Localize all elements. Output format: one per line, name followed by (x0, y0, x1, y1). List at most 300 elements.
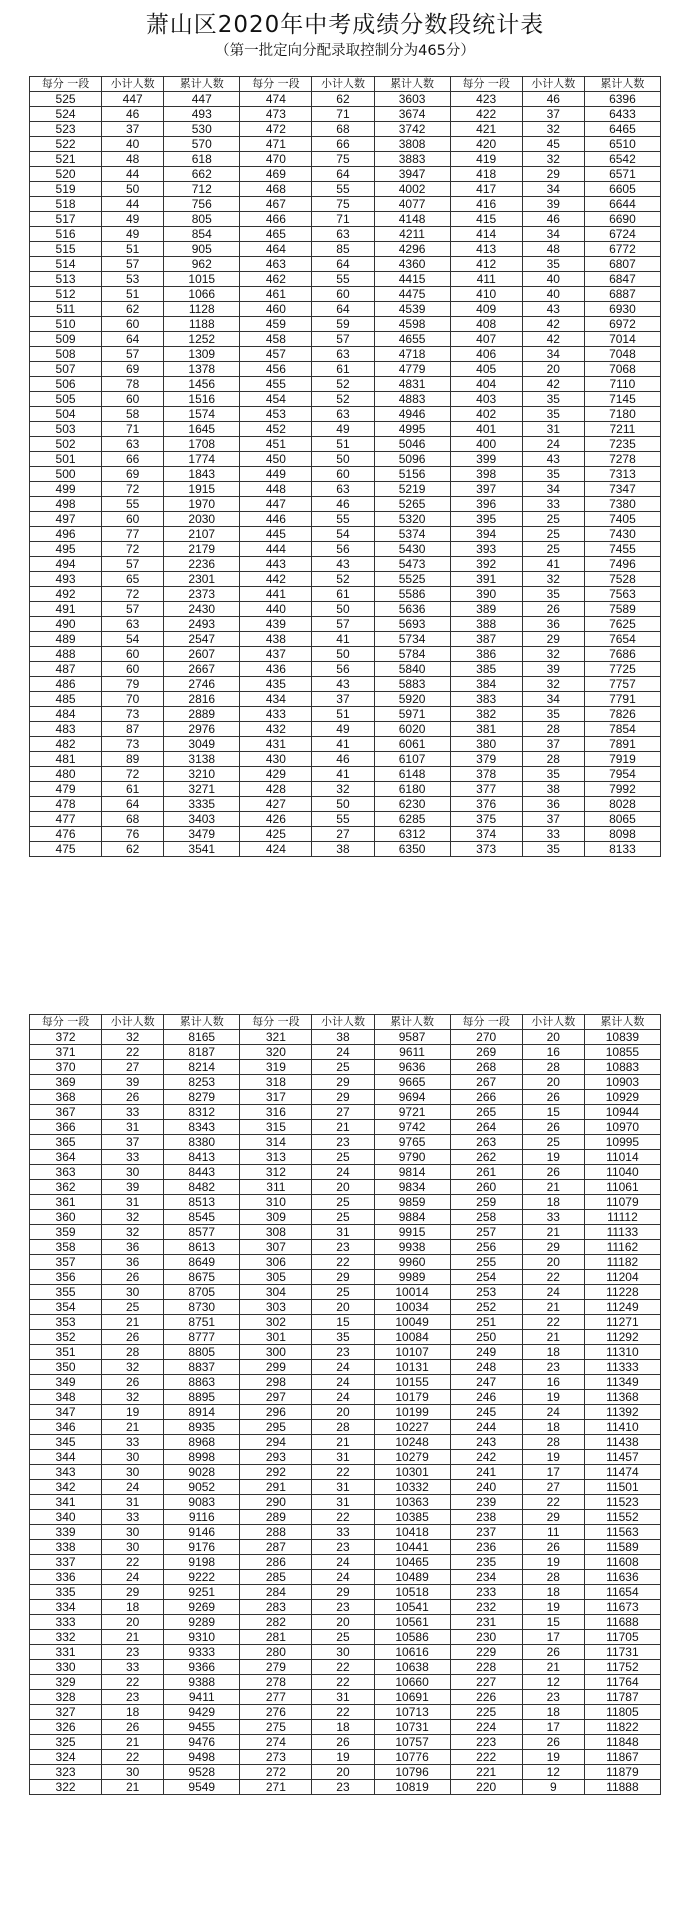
count-cell: 26 (102, 1270, 164, 1285)
score-cell: 436 (240, 662, 312, 677)
count-cell: 75 (312, 152, 374, 167)
score-cell: 292 (240, 1465, 312, 1480)
count-cell: 43 (522, 302, 584, 317)
score-cell: 364 (30, 1150, 102, 1165)
cumulative-cell: 7954 (584, 767, 660, 782)
cumulative-cell: 9790 (374, 1150, 450, 1165)
count-cell: 37 (522, 737, 584, 752)
count-cell: 32 (102, 1030, 164, 1045)
header-count: 小计人数 (522, 1015, 584, 1030)
score-cell: 416 (450, 197, 522, 212)
cumulative-cell: 7014 (584, 332, 660, 347)
cumulative-cell: 8649 (164, 1255, 240, 1270)
header-score: 每分 一段 (450, 77, 522, 92)
score-cell: 331 (30, 1645, 102, 1660)
score-cell: 253 (450, 1285, 522, 1300)
cumulative-cell: 10541 (374, 1600, 450, 1615)
score-cell: 286 (240, 1555, 312, 1570)
score-cell: 374 (450, 827, 522, 842)
score-cell: 315 (240, 1120, 312, 1135)
score-cell: 519 (30, 182, 102, 197)
score-cell: 251 (450, 1315, 522, 1330)
cumulative-cell: 9388 (164, 1675, 240, 1690)
count-cell: 22 (102, 1045, 164, 1060)
count-cell: 87 (102, 722, 164, 737)
cumulative-cell: 8613 (164, 1240, 240, 1255)
cumulative-cell: 3541 (164, 842, 240, 857)
cumulative-cell: 8165 (164, 1030, 240, 1045)
score-cell: 492 (30, 587, 102, 602)
count-cell: 12 (522, 1675, 584, 1690)
cumulative-cell: 10616 (374, 1645, 450, 1660)
cumulative-cell: 1066 (164, 287, 240, 302)
score-cell: 324 (30, 1750, 102, 1765)
score-cell: 437 (240, 647, 312, 662)
cumulative-cell: 11589 (584, 1540, 660, 1555)
table-row (30, 1195, 661, 1210)
count-cell: 33 (102, 1510, 164, 1525)
table-row (30, 1765, 661, 1780)
score-cell: 361 (30, 1195, 102, 1210)
count-cell: 20 (522, 362, 584, 377)
cumulative-cell: 9176 (164, 1540, 240, 1555)
table-row (30, 452, 661, 467)
cumulative-cell: 8968 (164, 1435, 240, 1450)
table-row (30, 752, 661, 767)
count-cell: 29 (312, 1585, 374, 1600)
count-cell: 69 (102, 467, 164, 482)
count-cell: 18 (522, 1705, 584, 1720)
table-row (30, 347, 661, 362)
cumulative-cell: 11349 (584, 1375, 660, 1390)
cumulative-cell: 2547 (164, 632, 240, 647)
count-cell: 50 (312, 602, 374, 617)
page-subtitle: （第一批定向分配录取控制分为465分） (215, 43, 475, 59)
score-cell: 502 (30, 437, 102, 452)
score-cell: 411 (450, 272, 522, 287)
score-cell: 487 (30, 662, 102, 677)
score-cell: 225 (450, 1705, 522, 1720)
score-cell: 341 (30, 1495, 102, 1510)
score-cell: 514 (30, 257, 102, 272)
count-cell: 26 (102, 1375, 164, 1390)
score-cell: 511 (30, 302, 102, 317)
score-cell: 520 (30, 167, 102, 182)
cumulative-cell: 4718 (374, 347, 450, 362)
cumulative-cell: 8895 (164, 1390, 240, 1405)
score-cell: 275 (240, 1720, 312, 1735)
score-cell: 438 (240, 632, 312, 647)
cumulative-cell: 9476 (164, 1735, 240, 1750)
cumulative-cell: 6644 (584, 197, 660, 212)
cumulative-cell: 962 (164, 257, 240, 272)
score-cell: 220 (450, 1780, 522, 1795)
count-cell: 24 (102, 1570, 164, 1585)
cumulative-cell: 7563 (584, 587, 660, 602)
score-cell: 446 (240, 512, 312, 527)
count-cell: 25 (522, 512, 584, 527)
table-body (30, 92, 661, 857)
score-cell: 513 (30, 272, 102, 287)
count-cell: 39 (102, 1075, 164, 1090)
table-row (30, 1510, 661, 1525)
cumulative-cell: 10903 (584, 1075, 660, 1090)
score-cell: 459 (240, 317, 312, 332)
cumulative-cell: 6972 (584, 317, 660, 332)
cumulative-cell: 8545 (164, 1210, 240, 1225)
score-cell: 289 (240, 1510, 312, 1525)
table-row (30, 1180, 661, 1195)
count-cell: 27 (312, 827, 374, 842)
count-cell: 19 (312, 1750, 374, 1765)
count-cell: 55 (312, 812, 374, 827)
count-cell: 65 (102, 572, 164, 587)
cumulative-cell: 1015 (164, 272, 240, 287)
score-cell: 489 (30, 632, 102, 647)
cumulative-cell: 6930 (584, 302, 660, 317)
score-cell: 223 (450, 1735, 522, 1750)
cumulative-cell: 9742 (374, 1120, 450, 1135)
cumulative-cell: 10855 (584, 1045, 660, 1060)
score-cell: 222 (450, 1750, 522, 1765)
score-cell: 413 (450, 242, 522, 257)
cumulative-cell: 4598 (374, 317, 450, 332)
cumulative-cell: 8279 (164, 1090, 240, 1105)
count-cell: 58 (102, 407, 164, 422)
cumulative-cell: 7110 (584, 377, 660, 392)
cumulative-cell: 8705 (164, 1285, 240, 1300)
count-cell: 62 (102, 842, 164, 857)
cumulative-cell: 854 (164, 227, 240, 242)
cumulative-cell: 9222 (164, 1570, 240, 1585)
cumulative-cell: 9251 (164, 1585, 240, 1600)
header-score: 每分 一段 (450, 1015, 522, 1030)
table-row (30, 1360, 661, 1375)
score-cell: 494 (30, 557, 102, 572)
score-cell: 310 (240, 1195, 312, 1210)
count-cell: 70 (102, 692, 164, 707)
score-cell: 240 (450, 1480, 522, 1495)
count-cell: 32 (522, 122, 584, 137)
count-cell: 72 (102, 767, 164, 782)
cumulative-cell: 1456 (164, 377, 240, 392)
cumulative-cell: 1378 (164, 362, 240, 377)
count-cell: 50 (312, 452, 374, 467)
score-cell: 265 (450, 1105, 522, 1120)
count-cell: 15 (522, 1105, 584, 1120)
count-cell: 24 (312, 1375, 374, 1390)
cumulative-cell: 7496 (584, 557, 660, 572)
score-cell: 512 (30, 287, 102, 302)
table-row (30, 467, 661, 482)
table-row (30, 707, 661, 722)
score-cell: 351 (30, 1345, 102, 1360)
score-cell: 509 (30, 332, 102, 347)
count-cell: 25 (312, 1210, 374, 1225)
score-cell: 515 (30, 242, 102, 257)
table-row (30, 647, 661, 662)
table-row (30, 92, 661, 107)
score-cell: 272 (240, 1765, 312, 1780)
cumulative-cell: 2746 (164, 677, 240, 692)
score-cell: 415 (450, 212, 522, 227)
cumulative-cell: 9938 (374, 1240, 450, 1255)
count-cell: 56 (312, 542, 374, 557)
cumulative-cell: 11822 (584, 1720, 660, 1735)
header-cumulative: 累计人数 (374, 1015, 450, 1030)
cumulative-cell: 493 (164, 107, 240, 122)
score-cell: 268 (450, 1060, 522, 1075)
count-cell: 22 (522, 1270, 584, 1285)
score-cell: 252 (450, 1300, 522, 1315)
score-cell: 451 (240, 437, 312, 452)
cumulative-cell: 11805 (584, 1705, 660, 1720)
table-row (30, 632, 661, 647)
cumulative-cell: 11271 (584, 1315, 660, 1330)
score-cell: 394 (450, 527, 522, 542)
count-cell: 73 (102, 737, 164, 752)
count-cell: 40 (522, 272, 584, 287)
count-cell: 85 (312, 242, 374, 257)
score-cell: 484 (30, 707, 102, 722)
cumulative-cell: 9636 (374, 1060, 450, 1075)
count-cell: 21 (102, 1735, 164, 1750)
table-row (30, 1300, 661, 1315)
count-cell: 60 (102, 647, 164, 662)
count-cell: 31 (312, 1690, 374, 1705)
cumulative-cell: 6350 (374, 842, 450, 857)
score-cell: 499 (30, 482, 102, 497)
count-cell: 62 (312, 92, 374, 107)
score-cell: 474 (240, 92, 312, 107)
cumulative-cell: 3808 (374, 137, 450, 152)
cumulative-cell: 11438 (584, 1435, 660, 1450)
cumulative-cell: 9146 (164, 1525, 240, 1540)
count-cell: 71 (102, 422, 164, 437)
cumulative-cell: 11014 (584, 1150, 660, 1165)
count-cell: 29 (522, 1240, 584, 1255)
score-cell: 326 (30, 1720, 102, 1735)
count-cell: 19 (522, 1450, 584, 1465)
score-cell: 344 (30, 1450, 102, 1465)
cumulative-cell: 8214 (164, 1060, 240, 1075)
cumulative-cell: 8413 (164, 1150, 240, 1165)
count-cell: 29 (312, 1270, 374, 1285)
count-cell: 25 (312, 1150, 374, 1165)
table-row (30, 572, 661, 587)
cumulative-cell: 6465 (584, 122, 660, 137)
cumulative-cell: 7048 (584, 347, 660, 362)
cumulative-cell: 10441 (374, 1540, 450, 1555)
table-row (30, 1075, 661, 1090)
header-cumulative: 累计人数 (374, 77, 450, 92)
count-cell: 32 (102, 1360, 164, 1375)
score-cell: 427 (240, 797, 312, 812)
cumulative-cell: 4296 (374, 242, 450, 257)
count-cell: 26 (312, 1735, 374, 1750)
cumulative-cell: 9198 (164, 1555, 240, 1570)
score-cell: 232 (450, 1600, 522, 1615)
count-cell: 61 (312, 362, 374, 377)
count-cell: 19 (102, 1405, 164, 1420)
cumulative-cell: 5046 (374, 437, 450, 452)
score-cell: 476 (30, 827, 102, 842)
cumulative-cell: 10995 (584, 1135, 660, 1150)
count-cell: 60 (102, 392, 164, 407)
count-cell: 36 (522, 797, 584, 812)
cumulative-cell: 10561 (374, 1615, 450, 1630)
cumulative-cell: 11182 (584, 1255, 660, 1270)
score-cell: 346 (30, 1420, 102, 1435)
cumulative-cell: 10049 (374, 1315, 450, 1330)
table-row (30, 422, 661, 437)
cumulative-cell: 10385 (374, 1510, 450, 1525)
count-cell: 18 (102, 1600, 164, 1615)
cumulative-cell: 10839 (584, 1030, 660, 1045)
cumulative-cell: 7068 (584, 362, 660, 377)
cumulative-cell: 7235 (584, 437, 660, 452)
cumulative-cell: 5840 (374, 662, 450, 677)
table-row (30, 662, 661, 677)
table-row (30, 1690, 661, 1705)
cumulative-cell: 8312 (164, 1105, 240, 1120)
score-cell: 412 (450, 257, 522, 272)
count-cell: 21 (102, 1315, 164, 1330)
count-cell: 35 (522, 407, 584, 422)
cumulative-cell: 10014 (374, 1285, 450, 1300)
count-cell: 23 (312, 1345, 374, 1360)
score-cell: 378 (450, 767, 522, 782)
score-cell: 332 (30, 1630, 102, 1645)
count-cell: 28 (522, 722, 584, 737)
cumulative-cell: 7686 (584, 647, 660, 662)
cumulative-cell: 5883 (374, 677, 450, 692)
score-cell: 503 (30, 422, 102, 437)
score-cell: 367 (30, 1105, 102, 1120)
count-cell: 22 (102, 1750, 164, 1765)
table-row (30, 362, 661, 377)
cumulative-cell: 447 (164, 92, 240, 107)
count-cell: 72 (102, 482, 164, 497)
count-cell: 35 (312, 1330, 374, 1345)
score-table-1 (29, 76, 661, 857)
table-header-row (30, 77, 661, 92)
table-row (30, 1420, 661, 1435)
cumulative-cell: 4360 (374, 257, 450, 272)
cumulative-cell: 9960 (374, 1255, 450, 1270)
count-cell: 78 (102, 377, 164, 392)
cumulative-cell: 8098 (584, 827, 660, 842)
count-cell: 52 (312, 392, 374, 407)
count-cell: 22 (102, 1555, 164, 1570)
cumulative-cell: 10731 (374, 1720, 450, 1735)
cumulative-cell: 9611 (374, 1045, 450, 1060)
score-cell: 461 (240, 287, 312, 302)
table-row (30, 1735, 661, 1750)
score-cell: 470 (240, 152, 312, 167)
score-cell: 467 (240, 197, 312, 212)
count-cell: 38 (522, 782, 584, 797)
score-cell: 425 (240, 827, 312, 842)
score-cell: 448 (240, 482, 312, 497)
table-row (30, 137, 661, 152)
score-cell: 357 (30, 1255, 102, 1270)
cumulative-cell: 1188 (164, 317, 240, 332)
count-cell: 73 (102, 707, 164, 722)
count-cell: 26 (522, 1120, 584, 1135)
count-cell: 41 (312, 767, 374, 782)
table-row (30, 1525, 661, 1540)
cumulative-cell: 10796 (374, 1765, 450, 1780)
cumulative-cell: 11867 (584, 1750, 660, 1765)
count-cell: 63 (102, 617, 164, 632)
count-cell: 68 (102, 812, 164, 827)
count-cell: 24 (522, 1285, 584, 1300)
table-row (30, 302, 661, 317)
score-cell: 397 (450, 482, 522, 497)
score-cell: 249 (450, 1345, 522, 1360)
count-cell: 20 (102, 1615, 164, 1630)
table-row (30, 1390, 661, 1405)
cumulative-cell: 11523 (584, 1495, 660, 1510)
score-cell: 260 (450, 1180, 522, 1195)
score-cell: 247 (450, 1375, 522, 1390)
score-cell: 517 (30, 212, 102, 227)
count-cell: 30 (102, 1450, 164, 1465)
score-cell: 256 (450, 1240, 522, 1255)
cumulative-cell: 3674 (374, 107, 450, 122)
count-cell: 66 (312, 137, 374, 152)
score-cell: 485 (30, 692, 102, 707)
score-cell: 298 (240, 1375, 312, 1390)
cumulative-cell: 2373 (164, 587, 240, 602)
cumulative-cell: 9269 (164, 1600, 240, 1615)
score-cell: 388 (450, 617, 522, 632)
count-cell: 60 (102, 662, 164, 677)
count-cell: 29 (522, 1510, 584, 1525)
cumulative-cell: 6180 (374, 782, 450, 797)
cumulative-cell: 11654 (584, 1585, 660, 1600)
header-count: 小计人数 (312, 1015, 374, 1030)
cumulative-cell: 6312 (374, 827, 450, 842)
count-cell: 15 (312, 1315, 374, 1330)
score-cell: 488 (30, 647, 102, 662)
count-cell: 43 (312, 677, 374, 692)
cumulative-cell: 5156 (374, 467, 450, 482)
count-cell: 48 (102, 152, 164, 167)
cumulative-cell: 11228 (584, 1285, 660, 1300)
score-cell: 486 (30, 677, 102, 692)
count-cell: 72 (102, 542, 164, 557)
cumulative-cell: 9366 (164, 1660, 240, 1675)
cumulative-cell: 10418 (374, 1525, 450, 1540)
table-row (30, 1345, 661, 1360)
score-cell: 370 (30, 1060, 102, 1075)
score-cell: 463 (240, 257, 312, 272)
cumulative-cell: 11133 (584, 1225, 660, 1240)
count-cell: 21 (102, 1420, 164, 1435)
count-cell: 17 (522, 1720, 584, 1735)
count-cell: 31 (522, 422, 584, 437)
count-cell: 21 (312, 1120, 374, 1135)
cumulative-cell: 3271 (164, 782, 240, 797)
cumulative-cell: 7826 (584, 707, 660, 722)
cumulative-cell: 10929 (584, 1090, 660, 1105)
count-cell: 22 (102, 1675, 164, 1690)
count-cell: 32 (522, 647, 584, 662)
cumulative-cell: 1970 (164, 497, 240, 512)
count-cell: 35 (522, 707, 584, 722)
